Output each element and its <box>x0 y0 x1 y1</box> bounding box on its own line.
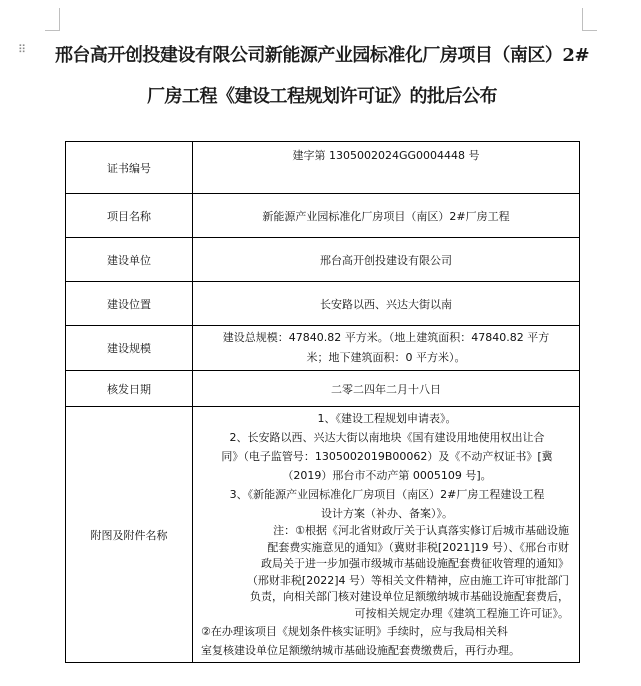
row-label-location: 建设位置 <box>66 282 193 326</box>
table-row <box>66 407 580 663</box>
note-2-line-1: ②在办理该项目《规划条件核实证明》手续时，应与我局相关科 <box>201 625 508 638</box>
document-title-line-2: 厂房工程《建设工程规划许可证》的批后公布 <box>147 86 497 107</box>
attachment-item-1: 1、《建设工程规划申请表》。 <box>317 412 457 425</box>
table-row <box>66 282 580 326</box>
page-corner-mark-left <box>45 8 60 31</box>
document-title-line-1: 邢台高开创投建设有限公司新能源产业园标准化厂房项目（南区）2# <box>54 45 590 66</box>
permit-info-table <box>65 141 580 663</box>
page-corner-mark-right <box>582 8 597 31</box>
attachment-item-3-line-2: 设计方案（补办、备案）》。 <box>321 507 453 520</box>
note-1-line-2: 配套费实施意见的通知》（冀财非税[2021]19 号）、《邢台市财 <box>267 540 569 554</box>
table-row <box>66 371 580 407</box>
scale-line-2: 米；地下建筑面积：0 平方米）。 <box>306 351 466 364</box>
note-1-line-3: 政局关于进一步加强市级城市基础设施配套费征收管理的通知》 <box>261 557 569 570</box>
note-1-line-4: （邢财非税[2022]4 号）等相关文件精神，应由施工许可审批部门 <box>246 573 569 587</box>
note-2-line-2: 室复核建设单位足额缴纳城市基础设施配套费缴费后，再行办理。 <box>201 644 520 657</box>
note-1-line-6: 可按相关规定办理《建筑工程施工许可证》。 <box>354 606 569 620</box>
row-label-builder: 建设单位 <box>66 238 193 282</box>
table-row <box>66 326 580 371</box>
row-value-scale <box>193 326 580 371</box>
row-label-project-name: 项目名称 <box>66 194 193 238</box>
attachment-item-2-line-3: （2019）邢台市不动产第 0005109 号]。 <box>282 469 492 482</box>
table-row <box>66 194 580 238</box>
row-value-project-name: 新能源产业园标准化厂房项目（南区）2#厂房工程 <box>193 194 580 238</box>
attachments-list <box>193 407 580 663</box>
row-label-cert-no: 证书编号 <box>66 142 193 194</box>
row-label-attachments: 附图及附件名称 <box>66 407 193 663</box>
row-value-builder: 邢台高开创投建设有限公司 <box>193 238 580 282</box>
attachment-item-2-line-2: 同》（电子监管号：1305002019B00062）及《不动产权证书》[冀 <box>221 450 553 463</box>
drag-handle-icon[interactable]: ⠿ <box>18 43 26 56</box>
row-value-location: 长安路以西、兴达大街以南 <box>193 282 580 326</box>
table-row <box>66 142 580 194</box>
scale-line-1: 建设总规模：47840.82 平方米。（地上建筑面积：47840.82 平方 <box>222 331 550 344</box>
note-1-line-5: 负责，向相关部门核对建设单位足额缴纳城市基础设施配套费后， <box>250 590 569 603</box>
attachment-item-3-line-1: 3、《新能源产业园标准化厂房项目（南区）2#厂房工程建设工程 <box>229 488 545 501</box>
row-label-scale: 建设规模 <box>66 326 193 371</box>
row-label-issue-date: 核发日期 <box>66 371 193 407</box>
attachment-item-2-line-1: 2、长安路以西、兴达大街以南地块《国有建设用地使用权出让合 <box>229 431 545 444</box>
row-value-issue-date: 二零二四年二月十八日 <box>193 371 580 407</box>
note-1-line-1: 注：①根据《河北省财政厅关于认真落实修订后城市基础设施 <box>273 524 569 537</box>
table-row <box>66 238 580 282</box>
row-value-cert-no: 建字第 1305002024GG0004448 号 <box>193 142 580 194</box>
